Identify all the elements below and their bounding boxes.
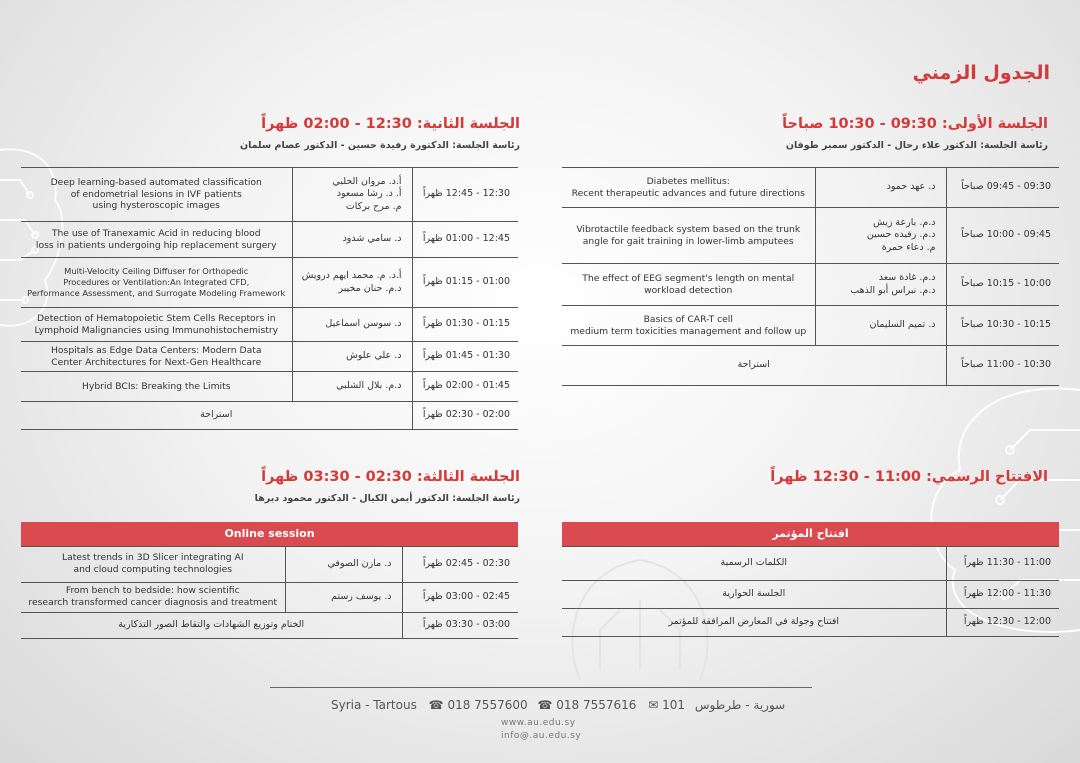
time-cell: 09:45 - 10:00 صباحاً: [946, 208, 1059, 264]
topic-cell: Diabetes mellitus: Recent therapeutic advances and future directions: [562, 168, 815, 208]
session1-title: الجلسة الأولى: 09:30 - 10:30 صباحاً: [782, 116, 1048, 132]
online-session-header: Online session: [21, 522, 518, 546]
table-row: [562, 208, 1059, 264]
page-title: الجدول الزمني: [912, 62, 1050, 84]
speaker-cell: د.م. غادة سعد د.م. نبراس أبو الذهب: [815, 264, 946, 306]
break-cell: استراحة: [562, 346, 946, 386]
time-cell: 10:00 - 10:15 صباحاً: [946, 264, 1059, 306]
speaker-cell: د. سامي شدود: [292, 222, 412, 258]
table-row: [21, 222, 518, 258]
table-header-row: [21, 522, 518, 546]
time-cell: 09:30 - 09:45 صباحاً: [946, 168, 1059, 208]
phone-2: 018 7557616: [556, 698, 637, 712]
table-row: [21, 168, 518, 222]
time-cell: 01:15 - 01:30 ظهراً: [412, 308, 518, 342]
table-header-row: [562, 522, 1059, 546]
topic-cell: From bench to bedside: how scientific research transformed cancer diagnosis and treatment: [21, 582, 285, 612]
time-cell: 02:00 - 02:30 ظهراً: [412, 402, 518, 430]
topic-cell: Latest trends in 3D Slicer integrating AI and cloud computing technologies: [21, 546, 285, 582]
table-row: [562, 168, 1059, 208]
agenda-cell: الكلمات الرسمية: [562, 546, 946, 580]
po-box: 101: [662, 698, 686, 712]
time-cell: 02:45 - 03:00 ظهراً: [402, 582, 518, 612]
closing-cell: الختام وتوزيع الشهادات والتقاط الصور التذكارية: [21, 612, 402, 638]
table-row: [21, 546, 518, 582]
footer-contact: [331, 698, 785, 712]
session2-title: الجلسة الثانية: 12:30 - 02:00 ظهراً: [261, 116, 520, 132]
time-cell: 01:45 - 02:00 ظهراً: [412, 372, 518, 402]
table-row: [21, 258, 518, 308]
topic-cell: Hybrid BCIs: Breaking the Limits: [21, 372, 292, 402]
topic-cell: The effect of EEG segment's length on mental workload detection: [562, 264, 815, 306]
session2-chair: رئاسة الجلسة: الدكتورة رفيدة حسين - الدكتور عصام سلمان: [239, 140, 520, 151]
agenda-cell: افتتاح وجولة في المعارض المرافقة للمؤتمر: [562, 608, 946, 636]
table-row: [21, 582, 518, 612]
email: info@.au.edu.sy: [501, 731, 582, 741]
mailbox-icon: ✉: [648, 698, 659, 712]
opening-table: [562, 522, 1059, 637]
phone-icon: ☎: [537, 698, 553, 712]
topic-cell: Basics of CAR-T cell medium term toxicities management and follow up: [562, 306, 815, 346]
table-row: [21, 308, 518, 342]
speaker-cell: د. سوسن اسماعيل: [292, 308, 412, 342]
location-ar: سورية - طرطوس: [694, 698, 786, 712]
location-en: Syria - Tartous: [331, 698, 417, 712]
speaker-cell: د. عهد حمود: [815, 168, 946, 208]
topic-cell: Deep learning-based automated classification of endometrial lesions in IVF patients using hysteroscopic images: [21, 168, 292, 222]
topic-cell: The use of Tranexamic Acid in reducing blood loss in patients undergoing hip replacement surgery: [21, 222, 292, 258]
speaker-cell: د. تميم السليمان: [815, 306, 946, 346]
phone-icon: ☎: [428, 698, 444, 712]
time-cell: 10:15 - 10:30 صباحاً: [946, 306, 1059, 346]
time-cell: 12:00 - 12:30 ظهراً: [946, 608, 1059, 636]
table-row: [21, 612, 518, 638]
time-cell: 12:45 - 01:00 ظهراً: [412, 222, 518, 258]
break-cell: استراحة: [21, 402, 412, 430]
table-row: [21, 342, 518, 372]
session1-table: [562, 167, 1059, 386]
footer-divider: [270, 687, 812, 688]
session1-chair: رئاسة الجلسة: الدكتور علاء رحال - الدكتور سمير طوفان: [785, 140, 1048, 151]
table-row: [562, 608, 1059, 636]
speaker-cell: أ.د. م. محمد ايهم درويش د.م. حنان مخيبر: [292, 258, 412, 308]
table-row: [562, 346, 1059, 386]
topic-cell: Multi-Velocity Ceiling Diffuser for Orthopedic Procedures or Ventilation:An Integrated CFD, Performance Assessment, and Surrogate Modeling Framework: [21, 258, 292, 308]
agenda-cell: الجلسة الحوارية: [562, 580, 946, 608]
session2-table: [21, 167, 518, 430]
speaker-cell: د. علي علوش: [292, 342, 412, 372]
table-row: [21, 402, 518, 430]
time-cell: 02:30 - 02:45 ظهراً: [402, 546, 518, 582]
website: www.au.edu.sy: [501, 718, 576, 728]
time-cell: 12:30 - 12:45 ظهراً: [412, 168, 518, 222]
table-row: [562, 546, 1059, 580]
table-row: [21, 372, 518, 402]
time-cell: 10:30 - 11:00 صباحاً: [946, 346, 1059, 386]
speaker-cell: أ.د. مروان الحلبي أ. د. رشا مسعود م. مرح بركات: [292, 168, 412, 222]
phone-1: 018 7557600: [447, 698, 528, 712]
session3-table: [21, 522, 518, 639]
table-row: [562, 306, 1059, 346]
time-cell: 11:30 - 12:00 ظهراً: [946, 580, 1059, 608]
opening-header: افتتاح المؤتمر: [562, 522, 1059, 546]
time-cell: 03:00 - 03:30 ظهراً: [402, 612, 518, 638]
topic-cell: Hospitals as Edge Data Centers: Modern Data Center Architectures for Next-Gen Healthcare: [21, 342, 292, 372]
speaker-cell: د.م. بلال الشلبي: [292, 372, 412, 402]
table-row: [562, 580, 1059, 608]
session3-chair: رئاسة الجلسة: الدكتور أيمن الكيال - الدكتور محمود ديرها: [254, 493, 520, 504]
time-cell: 01:00 - 01:15 ظهراً: [412, 258, 518, 308]
speaker-cell: د. يوسف رستم: [285, 582, 402, 612]
speaker-cell: د.م. بارعة زيش د.م. رفيده حسين م. دعاء حمرة: [815, 208, 946, 264]
time-cell: 01:30 - 01:45 ظهراً: [412, 342, 518, 372]
table-row: [562, 264, 1059, 306]
topic-cell: Detection of Hematopoietic Stem Cells Receptors in Lymphoid Malignancies using Immunohistochemistry: [21, 308, 292, 342]
time-cell: 11:00 - 11:30 ظهراً: [946, 546, 1059, 580]
topic-cell: Vibrotactile feedback system based on the trunk angle for gait training in lower-limb amputees: [562, 208, 815, 264]
opening-title: الافتتاح الرسمي: 11:00 - 12:30 ظهراً: [770, 469, 1048, 485]
speaker-cell: د. مازن الصوفي: [285, 546, 402, 582]
session3-title: الجلسة الثالثة: 02:30 - 03:30 ظهراً: [261, 469, 520, 485]
